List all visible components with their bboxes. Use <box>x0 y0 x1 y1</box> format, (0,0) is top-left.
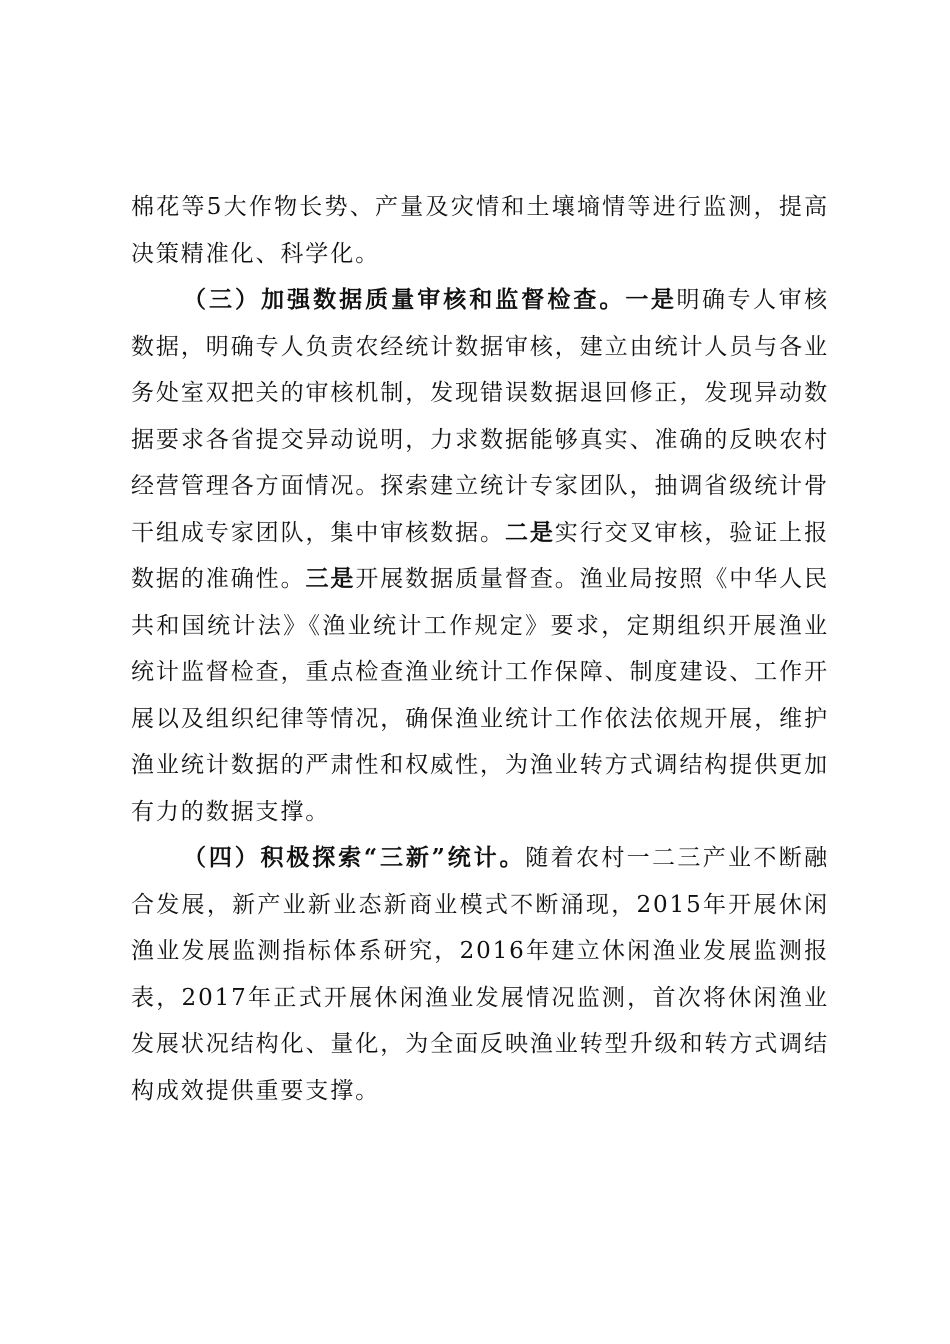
section-3-lead-1: 一是 <box>625 286 677 313</box>
section-4-heading: （四）积极探索“三新”统计。 <box>183 844 526 871</box>
section-4-text: 随着农村一二三产业不断融合发展，新产业新业态新商业模式不断涌现，2015年开展休闲渔业发展监测指标体系研究，2016年建立休闲渔业发展监测报表，2017年正式开展休闲渔业发展情况监测，首次将休闲渔业发展状况结构化、量化，为全面反映渔业转型升级和转方式调结构成效提供重要支撑。 <box>131 845 829 1104</box>
document-body <box>131 184 829 1114</box>
section-3-heading: （三）加强数据质量审核和监督检查。 <box>183 286 626 313</box>
paragraph-section-4 <box>131 835 829 1114</box>
section-3-text-1: 明确专人审核数据，明确专人负责农经统计数据审核，建立由统计人员与各业务处室双把关的审核机制，发现错误数据退回修正，发现异动数据要求各省提交异动说明，力求数据能够真实、准确的反映农村经营管理各方面情况。探索建立统计专家团队，抽调省级统计骨干组成专家团队，集中审核数据。 <box>131 287 829 546</box>
section-3-lead-2: 二是 <box>504 518 555 546</box>
section-3-text-3: 开展数据质量督查。渔业局按照《中华人民共和国统计法》《渔业统计工作规定》要求，定期组织开展渔业统计监督检查，重点检查渔业统计工作保障、制度建设、工作开展以及组织纪律等情况，确保渔业统计工作依法依规开展，维护渔业统计数据的严肃性和权威性，为渔业转方式调结构提供更加有力的数据支撑。 <box>131 566 829 825</box>
section-3-text-2: 实行交叉审核，验证上报数据的准确性。 <box>131 519 829 592</box>
paragraph-text: 棉花等5大作物长势、产量及灾情和土壤墒情等进行监测，提高决策精准化、科学化。 <box>131 194 829 267</box>
paragraph-crop-monitoring <box>131 184 829 277</box>
section-3-lead-3: 三是 <box>305 565 356 592</box>
paragraph-section-3 <box>131 277 829 835</box>
